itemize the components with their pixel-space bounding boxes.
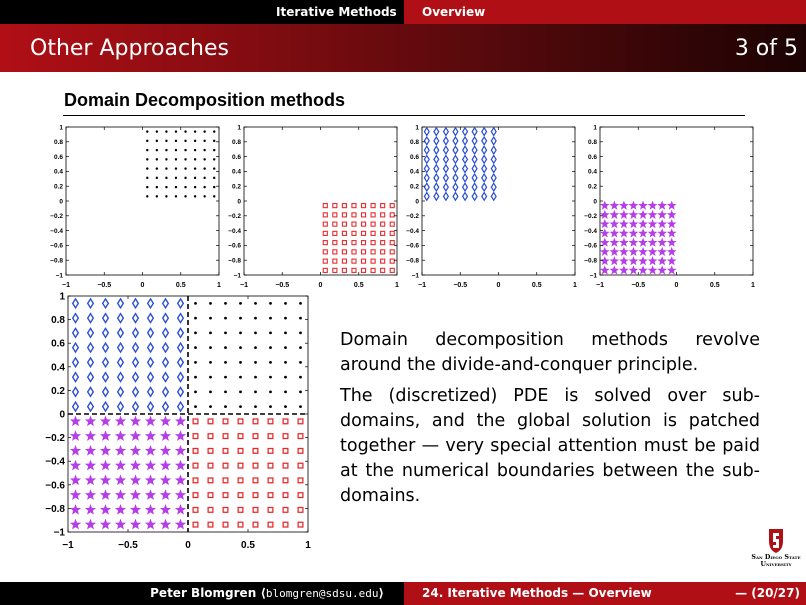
point-dot bbox=[224, 346, 227, 349]
x-tick-label: 0.5 bbox=[175, 282, 186, 289]
x-tick-label: 1 bbox=[217, 282, 221, 289]
y-tick-label: 0.8 bbox=[231, 139, 241, 147]
y-tick-label: −0.2 bbox=[406, 213, 419, 221]
point-dot bbox=[203, 167, 205, 169]
y-tick-label: −1 bbox=[589, 272, 597, 280]
point-dot bbox=[194, 186, 196, 188]
subdomain-plot-lower-left bbox=[578, 120, 758, 298]
subdomain-plot-upper-right bbox=[44, 120, 224, 298]
point-dot bbox=[269, 346, 272, 349]
x-tick-label: 0 bbox=[318, 282, 323, 289]
y-tick-label: 0.4 bbox=[53, 168, 63, 176]
point-dot bbox=[203, 149, 205, 151]
y-tick-label: −0.2 bbox=[584, 213, 597, 221]
y-tick-label: 1 bbox=[59, 124, 63, 132]
point-dot bbox=[213, 195, 215, 197]
point-dot bbox=[194, 317, 197, 320]
point-dot bbox=[175, 158, 177, 160]
point-dot bbox=[299, 317, 302, 320]
point-dot bbox=[254, 405, 257, 408]
point-dot bbox=[146, 186, 148, 188]
y-tick-label: −1 bbox=[53, 527, 65, 539]
point-dot bbox=[194, 346, 197, 349]
author-email-close: ⟩ bbox=[378, 586, 384, 600]
point-dot bbox=[146, 130, 148, 132]
point-dot bbox=[284, 390, 287, 393]
x-tick-label: 0.5 bbox=[353, 282, 364, 289]
point-dot bbox=[175, 130, 177, 132]
x-tick-label: 0.5 bbox=[531, 282, 542, 289]
x-tick-label: 1 bbox=[573, 282, 577, 289]
y-tick-label: 0.6 bbox=[587, 153, 597, 161]
point-dot bbox=[146, 167, 148, 169]
y-tick-label: 0.8 bbox=[409, 139, 419, 147]
point-dot bbox=[254, 302, 257, 305]
x-tick-label: −1 bbox=[62, 282, 70, 289]
point-dot bbox=[209, 302, 212, 305]
description-text bbox=[340, 328, 760, 515]
y-tick-label: 0 bbox=[237, 198, 241, 206]
point-dot bbox=[269, 331, 272, 334]
point-dot bbox=[156, 195, 158, 197]
y-tick-label: 0.4 bbox=[231, 168, 241, 176]
point-dot bbox=[194, 376, 197, 379]
point-dot bbox=[194, 158, 196, 160]
footer-page-number: — (20/27) bbox=[735, 586, 800, 600]
y-tick-label: −0.8 bbox=[50, 257, 63, 265]
point-dot bbox=[184, 167, 186, 169]
point-dot bbox=[299, 376, 302, 379]
point-dot bbox=[213, 158, 215, 160]
y-tick-label: 0.2 bbox=[53, 183, 63, 191]
y-tick-label: −1 bbox=[55, 272, 63, 280]
point-dot bbox=[224, 390, 227, 393]
point-dot bbox=[203, 130, 205, 132]
point-dot bbox=[194, 331, 197, 334]
y-tick-label: 0 bbox=[593, 198, 597, 206]
point-dot bbox=[299, 361, 302, 364]
point-dot bbox=[146, 149, 148, 151]
x-tick-label: 0.5 bbox=[241, 540, 255, 551]
y-tick-label: 0.4 bbox=[409, 168, 419, 176]
subdomain-plot-lower-right bbox=[222, 120, 402, 298]
point-dot bbox=[175, 186, 177, 188]
x-tick-label: −0.5 bbox=[453, 282, 468, 289]
point-dot bbox=[165, 158, 167, 160]
point-dot bbox=[299, 302, 302, 305]
point-dot bbox=[239, 302, 242, 305]
point-dot bbox=[224, 317, 227, 320]
point-dot bbox=[239, 376, 242, 379]
nav-subsection-overview[interactable]: Overview bbox=[404, 0, 806, 24]
y-tick-label: 0.6 bbox=[231, 153, 241, 161]
y-tick-label: 0.2 bbox=[409, 183, 419, 191]
section-heading: Domain Decomposition methods bbox=[64, 90, 346, 110]
point-dot bbox=[146, 195, 148, 197]
point-dot bbox=[184, 149, 186, 151]
y-tick-label: 1 bbox=[237, 124, 241, 132]
point-dot bbox=[194, 390, 197, 393]
point-dot bbox=[184, 140, 186, 142]
y-tick-label: 0.6 bbox=[53, 153, 63, 161]
point-dot bbox=[175, 195, 177, 197]
point-dot bbox=[254, 317, 257, 320]
description-paragraph-1: Domain decomposition methods revolve around the divide-and-conquer principle. bbox=[340, 330, 760, 375]
point-dot bbox=[224, 331, 227, 334]
point-dot bbox=[213, 149, 215, 151]
point-dot bbox=[146, 158, 148, 160]
point-dot bbox=[146, 140, 148, 142]
y-tick-label: −0.6 bbox=[50, 242, 63, 250]
y-tick-label: 1 bbox=[415, 124, 419, 132]
point-dot bbox=[194, 177, 196, 179]
point-dot bbox=[194, 195, 196, 197]
point-dot bbox=[184, 158, 186, 160]
point-dot bbox=[284, 317, 287, 320]
point-dot bbox=[156, 167, 158, 169]
y-tick-label: 0.8 bbox=[53, 139, 63, 147]
y-tick-label: 1 bbox=[59, 291, 65, 303]
point-dot bbox=[269, 317, 272, 320]
point-dot bbox=[156, 140, 158, 142]
point-dot bbox=[156, 177, 158, 179]
author-email: blomgren@sdsu.edu bbox=[265, 587, 379, 600]
x-tick-label: 1 bbox=[751, 282, 755, 289]
point-dot bbox=[175, 167, 177, 169]
x-tick-label: −1 bbox=[418, 282, 426, 289]
point-dot bbox=[156, 149, 158, 151]
university-name-line-1: San Diego State bbox=[751, 554, 801, 561]
university-name-line-2: University bbox=[760, 561, 792, 568]
point-dot bbox=[213, 140, 215, 142]
point-dot bbox=[239, 317, 242, 320]
point-dot bbox=[299, 405, 302, 408]
point-dot bbox=[209, 405, 212, 408]
point-dot bbox=[156, 130, 158, 132]
y-tick-label: 0 bbox=[59, 198, 63, 206]
point-dot bbox=[284, 346, 287, 349]
y-tick-label: −1 bbox=[233, 272, 241, 280]
point-dot bbox=[239, 346, 242, 349]
point-dot bbox=[194, 302, 197, 305]
point-dot bbox=[239, 361, 242, 364]
y-tick-label: 0.4 bbox=[51, 362, 65, 374]
x-tick-label: 1 bbox=[395, 282, 399, 289]
point-dot bbox=[284, 331, 287, 334]
footer-talk-title: 24. Iterative Methods — Overview bbox=[422, 586, 652, 600]
point-dot bbox=[254, 376, 257, 379]
point-dot bbox=[224, 361, 227, 364]
y-tick-label: −0.4 bbox=[228, 227, 241, 235]
y-tick-label: −0.2 bbox=[228, 213, 241, 221]
point-dot bbox=[299, 331, 302, 334]
point-dot bbox=[224, 405, 227, 408]
y-tick-label: −0.6 bbox=[228, 242, 241, 250]
y-tick-label: −0.6 bbox=[45, 480, 65, 492]
point-dot bbox=[299, 346, 302, 349]
nav-section-iterative-methods[interactable]: Iterative Methods bbox=[276, 5, 397, 19]
point-dot bbox=[239, 390, 242, 393]
y-tick-label: −0.4 bbox=[584, 227, 597, 235]
point-dot bbox=[213, 167, 215, 169]
point-dot bbox=[165, 149, 167, 151]
frame-counter: 3 of 5 bbox=[734, 36, 798, 61]
x-tick-label: −1 bbox=[596, 282, 604, 289]
x-tick-label: 1 bbox=[305, 540, 311, 551]
point-dot bbox=[203, 158, 205, 160]
university-logo bbox=[748, 528, 804, 576]
point-dot bbox=[254, 390, 257, 393]
y-tick-label: 0.2 bbox=[587, 183, 597, 191]
point-dot bbox=[284, 376, 287, 379]
point-dot bbox=[175, 140, 177, 142]
x-tick-label: 0 bbox=[496, 282, 501, 289]
point-dot bbox=[209, 331, 212, 334]
x-tick-label: −1 bbox=[240, 282, 248, 289]
plot-area bbox=[244, 127, 397, 275]
point-dot bbox=[175, 177, 177, 179]
x-tick-label: 0.5 bbox=[709, 282, 720, 289]
point-dot bbox=[194, 405, 197, 408]
footer-author bbox=[0, 582, 404, 605]
y-tick-label: −0.8 bbox=[406, 257, 419, 265]
point-dot bbox=[203, 140, 205, 142]
point-dot bbox=[184, 130, 186, 132]
point-dot bbox=[146, 177, 148, 179]
x-tick-label: −0.5 bbox=[275, 282, 290, 289]
point-dot bbox=[269, 361, 272, 364]
frame-title-bar bbox=[0, 24, 806, 72]
point-dot bbox=[209, 376, 212, 379]
y-tick-label: 0.2 bbox=[51, 385, 65, 397]
university-shield-icon bbox=[748, 528, 804, 554]
point-dot bbox=[254, 331, 257, 334]
heading-rule bbox=[63, 115, 745, 116]
point-dot bbox=[209, 361, 212, 364]
point-dot bbox=[269, 302, 272, 305]
y-tick-label: −0.8 bbox=[584, 257, 597, 265]
y-tick-label: −0.6 bbox=[584, 242, 597, 250]
point-dot bbox=[165, 195, 167, 197]
point-dot bbox=[156, 186, 158, 188]
y-tick-label: 0.8 bbox=[587, 139, 597, 147]
plot-area bbox=[66, 127, 219, 275]
point-dot bbox=[184, 195, 186, 197]
point-dot bbox=[239, 331, 242, 334]
point-dot bbox=[165, 167, 167, 169]
point-dot bbox=[194, 167, 196, 169]
x-tick-label: 0 bbox=[140, 282, 145, 289]
point-dot bbox=[209, 390, 212, 393]
point-dot bbox=[194, 361, 197, 364]
point-dot bbox=[209, 317, 212, 320]
point-dot bbox=[203, 186, 205, 188]
y-tick-label: 0.6 bbox=[409, 153, 419, 161]
point-dot bbox=[184, 186, 186, 188]
point-dot bbox=[269, 376, 272, 379]
y-tick-label: 0 bbox=[59, 409, 65, 421]
point-dot bbox=[194, 149, 196, 151]
point-dot bbox=[165, 186, 167, 188]
y-tick-label: −0.8 bbox=[228, 257, 241, 265]
x-tick-label: 0 bbox=[674, 282, 679, 289]
point-dot bbox=[284, 405, 287, 408]
point-dot bbox=[213, 186, 215, 188]
point-dot bbox=[203, 195, 205, 197]
x-tick-label: −0.5 bbox=[97, 282, 112, 289]
point-dot bbox=[184, 177, 186, 179]
x-tick-label: 0 bbox=[185, 540, 191, 551]
point-dot bbox=[284, 302, 287, 305]
point-dot bbox=[175, 149, 177, 151]
footer-talk-section bbox=[404, 582, 806, 605]
point-dot bbox=[299, 390, 302, 393]
y-tick-label: −0.4 bbox=[50, 227, 63, 235]
y-tick-label: −0.2 bbox=[50, 213, 63, 221]
point-dot bbox=[269, 390, 272, 393]
top-navigation bbox=[0, 0, 806, 24]
point-dot bbox=[213, 177, 215, 179]
y-tick-label: −0.6 bbox=[406, 242, 419, 250]
point-dot bbox=[254, 346, 257, 349]
point-dot bbox=[165, 177, 167, 179]
y-tick-label: 0.6 bbox=[51, 338, 65, 350]
y-tick-label: 0.2 bbox=[231, 183, 241, 191]
point-dot bbox=[165, 130, 167, 132]
description-paragraph-2: The (discretized) PDE is solved over sub-domains, and the global solution is patched together — very special attention must be paid at the numerical boundaries between the sub-domains. bbox=[340, 386, 760, 506]
point-dot bbox=[284, 361, 287, 364]
x-tick-label: −1 bbox=[62, 540, 74, 551]
point-dot bbox=[239, 405, 242, 408]
point-dot bbox=[224, 302, 227, 305]
point-dot bbox=[203, 177, 205, 179]
point-dot bbox=[254, 361, 257, 364]
point-dot bbox=[156, 158, 158, 160]
point-dot bbox=[165, 140, 167, 142]
y-tick-label: 0.8 bbox=[51, 315, 65, 327]
x-tick-label: −0.5 bbox=[118, 540, 138, 551]
point-dot bbox=[209, 346, 212, 349]
y-tick-label: −0.4 bbox=[45, 456, 65, 468]
y-tick-label: 1 bbox=[593, 124, 597, 132]
point-dot bbox=[194, 130, 196, 132]
point-dot bbox=[213, 130, 215, 132]
point-dot bbox=[194, 140, 196, 142]
plot-area bbox=[422, 127, 575, 275]
university-name bbox=[748, 554, 804, 568]
combined-domain-plot bbox=[30, 288, 320, 556]
footer-bar bbox=[0, 582, 806, 605]
subdomain-plot-upper-left bbox=[400, 120, 580, 298]
y-tick-label: −1 bbox=[411, 272, 419, 280]
y-tick-label: −0.8 bbox=[45, 503, 65, 515]
point-dot bbox=[224, 376, 227, 379]
y-tick-label: 0.4 bbox=[587, 168, 597, 176]
point-dot bbox=[269, 405, 272, 408]
x-tick-label: −0.5 bbox=[631, 282, 646, 289]
y-tick-label: −0.2 bbox=[45, 433, 65, 445]
y-tick-label: −0.4 bbox=[406, 227, 419, 235]
y-tick-label: 0 bbox=[415, 198, 419, 206]
author-email-open: ⟨ bbox=[260, 586, 266, 600]
frame-title: Other Approaches bbox=[30, 36, 229, 61]
author-name: Peter Blomgren bbox=[150, 586, 257, 600]
